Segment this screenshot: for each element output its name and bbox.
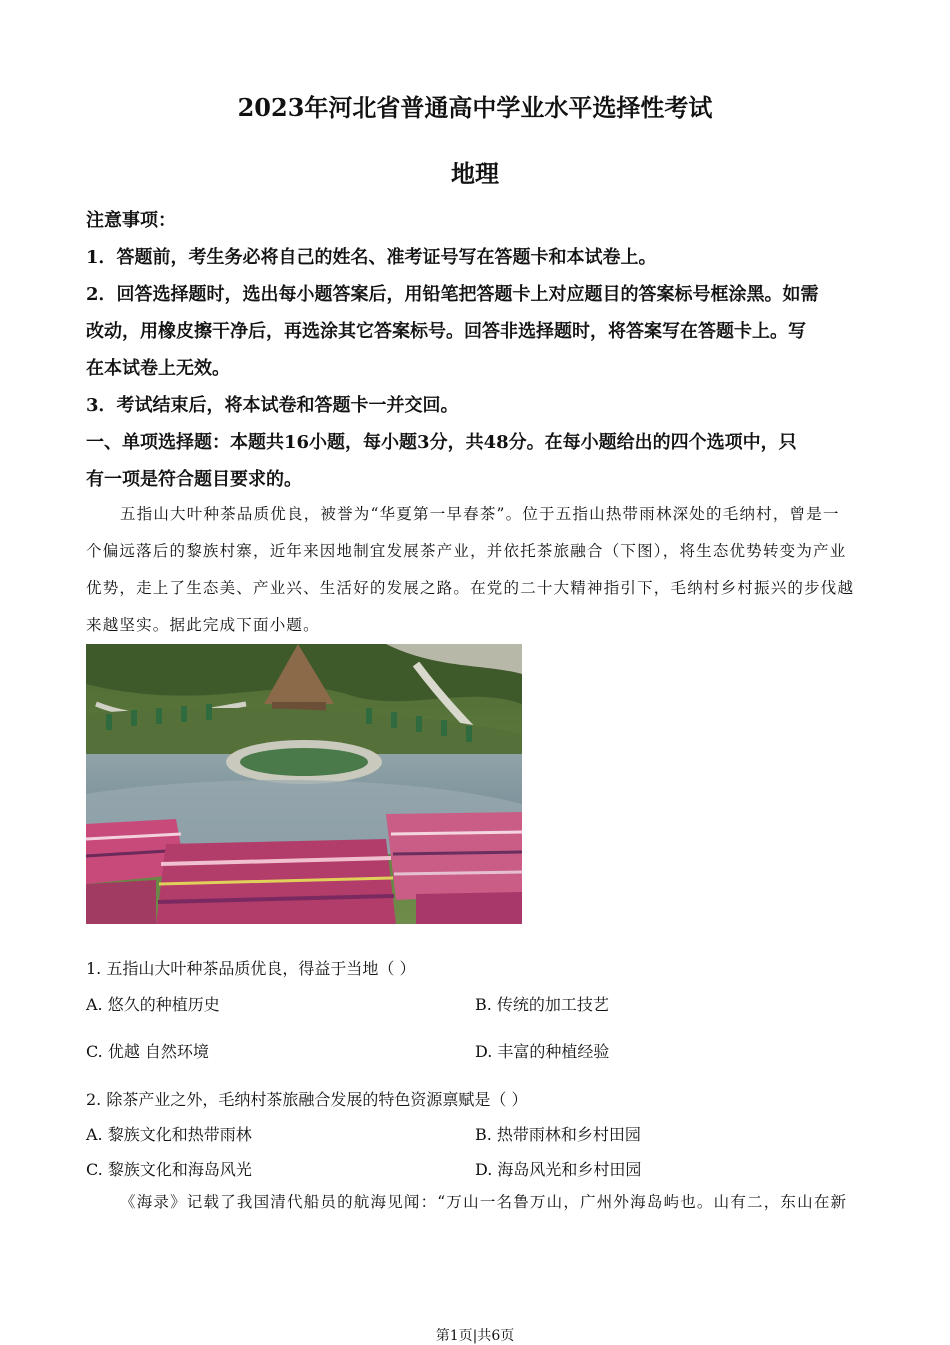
notice-item-3: 3．考试结束后，将本试卷和答题卡一并交回。 xyxy=(86,395,459,416)
passage-line-2: 个偏远落后的黎族村寨，近年来因地制宜发展茶产业，并依托茶旅融合（下图），将生态优势转变为产业 xyxy=(86,542,847,560)
question-1-option-a: A. 悠久的种植历史 xyxy=(86,995,220,1014)
question-2-option-a: A. 黎族文化和热带雨林 xyxy=(86,1125,252,1144)
question-1-option-b: B. 传统的加工技艺 xyxy=(475,995,609,1014)
question-2-stem: 2. 除茶产业之外，毛纳村茶旅融合发展的特色资源禀赋是（ ） xyxy=(86,1090,528,1109)
question-2-option-b: B. 热带雨林和乡村田园 xyxy=(475,1125,641,1144)
notice-item-1: 1．答题前，考生务必将自己的姓名、准考证号写在答题卡和本试卷上。 xyxy=(86,247,657,268)
exam-title: 2023年河北省普通高中学业水平选择性考试 xyxy=(237,93,713,122)
subject-title: 地理 xyxy=(451,159,499,188)
question-2-option-c: C. 黎族文化和海岛风光 xyxy=(86,1160,252,1179)
passage-2-line-1: 《海录》记载了我国清代船员的航海见闻：“万山一名鲁万山，广州外海岛屿也。山有二，东山在新 xyxy=(120,1193,848,1211)
question-1-option-d: D. 丰富的种植经验 xyxy=(475,1042,610,1061)
passage-line-4: 来越坚实。据此完成下面小题。 xyxy=(86,616,320,634)
tea-tourism-photo xyxy=(86,644,522,924)
section-heading-line-2: 有一项是符合题目要求的。 xyxy=(86,469,302,490)
notice-item-2-line-3: 在本试卷上无效。 xyxy=(86,358,230,379)
section-heading-line-1: 一、单项选择题：本题共16小题，每小题3分，共48分。在每小题给出的四个选项中，只 xyxy=(86,432,797,453)
question-1-stem: 1. 五指山大叶种茶品质优良，得益于当地（ ） xyxy=(86,959,416,978)
notice-item-2-line-2: 改动，用橡皮擦干净后，再选涂其它答案标号。回答非选择题时，将答案写在答题卡上。写 xyxy=(86,321,806,342)
passage-line-1: 五指山大叶种茶品质优良，被誉为“华夏第一早春茶”。位于五指山热带雨林深处的毛纳村，曾是一 xyxy=(120,505,840,523)
page-number: 第1页|共6页 xyxy=(435,1328,515,1344)
passage-line-3: 优势，走上了生态美、产业兴、生活好的发展之路。在党的二十大精神指引下，毛纳村乡村振兴的步伐越 xyxy=(86,579,855,597)
notice-item-2-line-1: 2．回答选择题时，选出每小题答案后，用铅笔把答题卡上对应题目的答案标号框涂黑。如需 xyxy=(86,284,819,305)
question-2-option-d: D. 海岛风光和乡村田园 xyxy=(475,1160,642,1179)
question-1-option-c: C. 优越 自然环境 xyxy=(86,1042,209,1061)
notice-heading: 注意事项： xyxy=(86,210,176,231)
